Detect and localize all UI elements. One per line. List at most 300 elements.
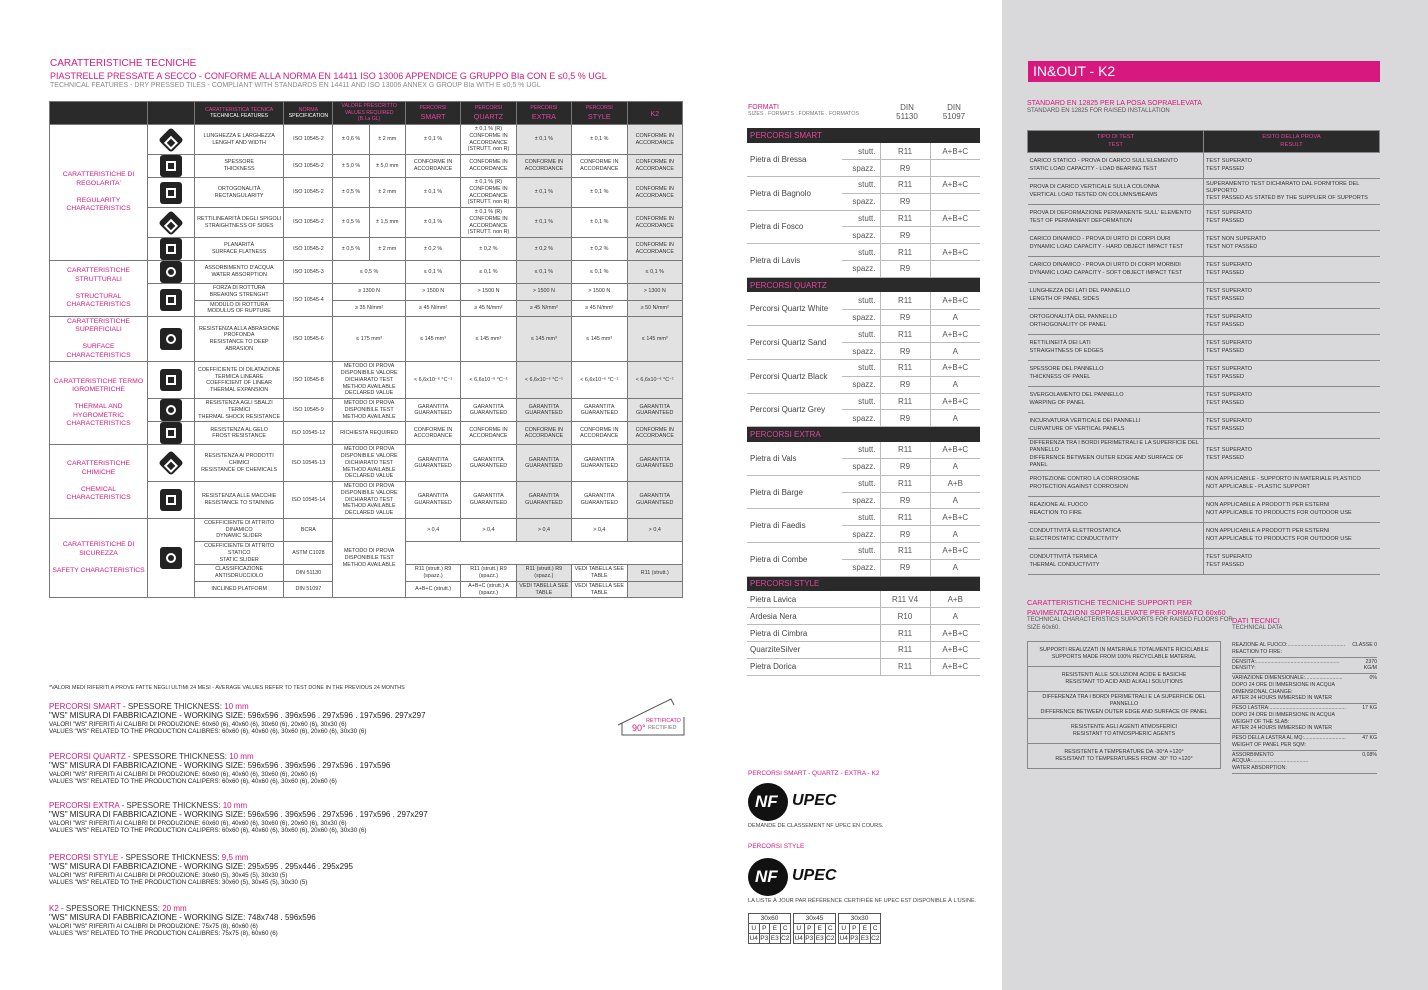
format-din2: A: [930, 410, 980, 427]
thickness-label: - SPESSORE THICKNESS:: [58, 904, 163, 913]
test-row: [1028, 153, 1380, 179]
test-result: TEST SUPERATO TEST PASSED: [1204, 205, 1380, 231]
value-cell: GARANTITA GUARANTEED: [627, 445, 683, 482]
value-cell: CONFORME IN ACCORDANCE: [627, 178, 683, 208]
required-cell: ≤ 0,5 %: [333, 261, 405, 284]
feature-name-en: RESISTANCE TO DEEP ABRASION: [209, 339, 269, 352]
table-row: [50, 317, 683, 362]
group-label: [50, 445, 148, 519]
value-cell: ≥ 45 N/mm²: [516, 300, 571, 317]
value-cell: CONFORME IN ACCORDANCE: [405, 155, 460, 178]
value-cell: ± 0,1 %: [405, 208, 460, 238]
format-din1: R11: [880, 210, 930, 227]
format-din2: A: [930, 376, 980, 393]
format-din1: R9: [880, 160, 930, 177]
data-key: VARIAZIONE DIMENSIONALE:.......................... DOPO 24 ORE DI IMMERSIONE IN ACQUA DIMENSIONAL CHANGE: AFTER 24 HOURS IMMERSED IN WATER: [1232, 674, 1351, 704]
cert-letter: P: [804, 924, 815, 934]
table-row: [50, 261, 683, 284]
format-din2: A+B+C: [930, 543, 980, 560]
test-result: TEST SUPERATO TEST PASSED: [1204, 257, 1380, 283]
feature-name: [194, 300, 284, 317]
group-label-en: STRUCTURAL CHARACTERISTICS: [66, 292, 131, 309]
feature-name-en: WATER ABSORPTION: [211, 272, 267, 278]
value-cell: ≤ 145 mm³: [572, 317, 627, 362]
cert-letter: P: [759, 924, 770, 934]
thickness-block: [49, 702, 609, 736]
feature-icon-cell: [148, 155, 195, 178]
value-cell: ≥ 45 N/mm²: [461, 300, 516, 317]
value-cell: CONFORME IN ACCORDANCE: [461, 422, 516, 445]
feature-name-en: RESISTANCE TO STAINING: [204, 500, 274, 507]
feature-icon: [160, 238, 182, 260]
thickness-block: [49, 801, 609, 835]
format-din1: R11 V4: [880, 591, 930, 608]
feature-name: [194, 482, 284, 519]
thickness-label: - SPESSORE THICKNESS:: [118, 853, 222, 862]
required-cell: ± 0,5 %: [333, 208, 369, 238]
format-din1: R11: [880, 509, 930, 526]
format-name: Pietra di Lavis: [747, 244, 842, 278]
th-c5: K2: [650, 108, 660, 118]
feature-name: [194, 208, 284, 238]
nf-upec-logo-2: [748, 858, 858, 896]
format-finish: spazz.: [842, 343, 880, 360]
value-cell: ± 0,1 %: [572, 178, 627, 208]
group-spacer: [51, 284, 146, 292]
test-result: TEST SUPERATO TEST PASSED: [1204, 413, 1380, 439]
value-cell: GARANTITA GUARANTEED: [405, 445, 460, 482]
format-din1: R11: [880, 393, 930, 410]
test-result: NON APPLICABILE A PRODOTTI PER ESTERNI NOT APPLICABLE TO PRODUCTS FOR OUTDOOR USE: [1204, 497, 1380, 523]
format-finish: spazz.: [842, 459, 880, 476]
format-row: [747, 642, 980, 659]
format-finish: spazz.: [842, 492, 880, 509]
value-cell: GARANTITA GUARANTEED: [516, 399, 571, 422]
format-din1: R10: [880, 608, 930, 625]
value-cell: GARANTITA GUARANTEED: [627, 482, 683, 519]
required-cell: ≥ 35 N/mm²: [333, 300, 405, 317]
calibres-it: VALORI "WS" RIFERITI AI CALIBRI DI PRODUZIONE: 75x75 (8), 60x60 (6): [49, 922, 258, 930]
calibres-it: VALORI "WS" RIFERITI AI CALIBRI DI PRODUZIONE: 60x60 (6), 40x60 (6), 30x60 (6), 20x60 (6), 30x30 (6): [49, 819, 347, 827]
format-row: [747, 244, 980, 261]
feature-name-it: RETTILINEARITÀ DEGLI SPIGOLI: [197, 215, 282, 222]
calibres-en: VALUES "WS" RELATED TO THE PRODUCTION CALIBRES: 75x75 (8), 60x60 (6): [49, 930, 278, 938]
feature-icon-glyph: [166, 161, 176, 171]
group-label-it: CARATTERISTICHE DI SICUREZZA: [62, 541, 135, 557]
thickness-heading: [49, 904, 609, 913]
test-row: [1028, 523, 1380, 549]
standard-subtitle: STANDARD EN 12825 FOR RAISED INSTALLATION: [1027, 108, 1170, 115]
feature-icon: [158, 210, 183, 235]
value-cell: ≤ 145 mm³: [516, 317, 571, 362]
test-result: NON APPLICABILE - SUPPORTO IN MATERIALE PLASTICO NOT APPLICABLE - PLASTIC SUPPORT: [1204, 471, 1380, 497]
format-row: [747, 591, 980, 608]
feature-name-en: SURFACE FLATNESS: [211, 249, 267, 255]
thickness-value: 10 mm: [229, 752, 254, 761]
feature-name: [194, 284, 284, 301]
data-value: 0,08%: [1351, 750, 1377, 773]
nf-logo-icon: [748, 783, 788, 821]
feature-name-it: ORTOGONALITÀ: [217, 185, 261, 192]
cert-value: C2: [871, 935, 880, 942]
feature-name-en: THICKNESS: [223, 166, 255, 172]
th-required-it: VALORE PRESCRITTO: [341, 103, 397, 110]
cert-value: U4: [839, 935, 848, 942]
din1-label: DIN 51130: [896, 103, 918, 121]
value-cell: ± 0,2 %: [405, 238, 460, 261]
test-result: TEST SUPERATO TEST PASSED: [1204, 387, 1380, 413]
value-cell: R11 (strutt.) R9 (spazz.): [516, 565, 571, 582]
thickness-value: 20 mm: [162, 904, 187, 913]
format-din2: [930, 160, 980, 177]
feature-name: [194, 178, 284, 208]
rectified-en: RECTIFIED: [648, 725, 677, 731]
format-finish: [842, 658, 880, 675]
required-cell: METODO DI PROVA DISPONIBILE VALORE DICHIARATO TEST METHOD AVAILABLE DECLARED VALUE: [333, 482, 405, 519]
required-cell: RICHIESTA REQUIRED: [333, 422, 405, 445]
brand-banner: IN&OUT - K2: [1028, 61, 1380, 82]
test-result: TEST SUPERATO TEST PASSED: [1204, 283, 1380, 309]
feature-name: [194, 565, 284, 582]
format-din2: A+B+C: [930, 509, 980, 526]
th-c4-top: PERCORSI: [585, 105, 613, 112]
feature-name-it: RESISTENZA ALLE MACCHIE: [202, 493, 277, 500]
format-finish: spazz.: [842, 376, 880, 393]
value-cell: ≤ 145 mm³: [627, 317, 683, 362]
value-cell: CONFORME IN ACCORDANCE: [516, 422, 571, 445]
format-group-title: PERCORSI SMART: [747, 128, 980, 143]
feature-name-it: COEFFICIENTE DI ATTRITO DINAMICO: [204, 519, 275, 533]
feature-icon-cell: [148, 399, 195, 422]
feature-name: [194, 518, 284, 541]
feature-icon-cell: [148, 208, 195, 238]
group-label: [50, 362, 148, 445]
value-cell: GARANTITA GUARANTEED: [461, 399, 516, 422]
format-din2: A: [930, 559, 980, 576]
cert-value: P3: [850, 935, 859, 942]
series-name: PERCORSI QUARTZ: [49, 752, 126, 761]
value-cell: ± 0,1 %: [572, 208, 627, 238]
data-value: 2370 KG/M: [1351, 657, 1377, 674]
formats-subtitle: SIZES . FORMATS . FORMATE . FORMATOS: [748, 111, 860, 117]
value-cell: VEDI TABELLA SEE TABLE: [572, 581, 627, 598]
value-cell: CONFORME IN ACCORDANCE: [461, 155, 516, 178]
norm-cell: ISO 10545-6: [284, 317, 333, 362]
format-din1: R11: [880, 177, 930, 194]
group-label: [50, 261, 148, 317]
series-name: PERCORSI STYLE: [49, 853, 119, 862]
value-cell: ≤ 0,1 %: [405, 261, 460, 284]
norm-cell: ISO 10545-2: [284, 238, 333, 261]
format-row: [747, 177, 980, 194]
value-cell: R11 (strutt.) R9 (spazz.): [461, 565, 516, 582]
value-cell: > 1500 N: [516, 284, 571, 301]
feature-name-it: CLASSIFICAZIONE ANTISDRUCCIOLO: [215, 566, 264, 580]
feature-icon: [160, 182, 182, 204]
thickness-heading: [49, 853, 609, 862]
cert-letter: P: [849, 924, 860, 934]
value-cell: CONFORME IN ACCORDANCE: [627, 422, 683, 445]
value-cell: GARANTITA GUARANTEED: [461, 482, 516, 519]
feature-icon-glyph: [166, 495, 176, 505]
page-subtitle: PIASTRELLE PRESSATE A SECCO - CONFORME ALLA NORMA EN 14411 ISO 13006 APPENDICE G GRUPPO BIa CON E ≤0,5 % UGL: [50, 70, 607, 81]
value-cell: ± 0,1 %: [405, 178, 460, 208]
th-c1-top: PERCORSI: [419, 105, 447, 112]
test-result: TEST SUPERATO TEST PASSED: [1204, 361, 1380, 387]
cert-value: U4: [749, 935, 758, 942]
required-cell: ± 2 mm: [369, 178, 405, 208]
format-row: [747, 292, 980, 309]
format-group-row: [747, 576, 980, 591]
value-cell: ± 0,1 %: [516, 178, 571, 208]
standard-tests-table: [1027, 130, 1380, 575]
working-size: "WS" MISURA DI FABBRICAZIONE - WORKING SIZE: 596x596 . 396x596 . 297x596 . 197x596: [49, 761, 391, 771]
cert-value-row: [794, 934, 836, 944]
test-type: SVERGOLAMENTO DEL PANNELLO WARPING OF PANEL: [1028, 387, 1204, 413]
feature-name: [194, 317, 284, 362]
format-din1: R11: [880, 442, 930, 459]
cert-value: E3: [860, 935, 869, 942]
cert-size-row: [749, 914, 791, 924]
group-label: [50, 518, 148, 598]
test-type: ORTOGONALITÀ DEL PANNELLO ORTHOGONALITY OF PANEL: [1028, 309, 1204, 335]
format-name: Pietra di Bressa: [747, 143, 842, 177]
nf-logo-icon: [748, 858, 788, 896]
technical-data-subtitle: TECHNICAL DATA: [1232, 625, 1283, 631]
feature-icon: [160, 399, 182, 421]
support-feature: SUPPORTI REALIZZATI IN MATERIALE TOTALMENTE RICICLABILE SUPPORTS MADE FROM 100% RECYCLABLE MATERIAL: [1028, 642, 1221, 667]
support-feature: DIFFERENZA TRA I BORDI PERIMETRALI E LA SUPERFICIE DEL PANNELLO DIFFERENCE BETWEEN OUTER EDGE AND SURFACE OF PANEL: [1028, 692, 1221, 719]
format-name: Pietra di Combe: [747, 543, 842, 577]
rectified-degree: 90°: [632, 723, 646, 733]
data-value: 47 KG: [1351, 734, 1377, 751]
value-cell: VEDI TABELLA SEE TABLE: [572, 565, 627, 582]
format-name: Pietra di Vals: [747, 442, 842, 476]
format-finish: stutt.: [842, 244, 880, 261]
format-name: Pietra di Bagnolo: [747, 177, 842, 211]
format-row: [747, 326, 980, 343]
format-din2: A+B+C: [930, 642, 980, 659]
format-din2: A: [930, 526, 980, 543]
value-cell: > 0,4: [405, 518, 460, 541]
format-finish: spazz.: [842, 261, 880, 278]
format-din2: A+B: [930, 591, 980, 608]
feature-name: [194, 445, 284, 482]
format-din2: A+B+C: [930, 393, 980, 410]
value-cell: < 6,6x10⁻⁶ °C⁻¹: [461, 362, 516, 399]
format-din1: R9: [880, 227, 930, 244]
test-type: REAZIONE AL FUOCO REACTION TO FIRE: [1028, 497, 1204, 523]
format-din2: A+B+C: [930, 210, 980, 227]
cert-title-1: PERCORSI SMART - QUARTZ - EXTRA - K2: [748, 770, 880, 777]
feature-name-en: LENGHT AND WIDTH: [212, 139, 266, 146]
format-row: [747, 543, 980, 560]
test-type: INCURVATURA VERTICALE DEI PANNELLI CURVATURE OF VERTICAL PANELS: [1028, 413, 1204, 439]
cert-value: P3: [805, 935, 814, 942]
format-din1: R11: [880, 625, 930, 642]
format-din2: A: [930, 492, 980, 509]
working-size: "WS" MISURA DI FABBRICAZIONE - WORKING SIZE: 748x748 . 596x596: [49, 913, 316, 923]
format-row: [747, 393, 980, 410]
value-cell: GARANTITA GUARANTEED: [461, 445, 516, 482]
calibres-en: VALUES "WS" RELATED TO THE PRODUCTION CALIPERS: 60x60 (6), 40x60 (6), 30x60 (6), 20x60 (6), 30x30 (6): [49, 827, 367, 835]
value-cell: ± 0,1 %: [516, 125, 571, 155]
format-din2: [930, 193, 980, 210]
format-din1: R9: [880, 193, 930, 210]
value-cell: GARANTITA GUARANTEED: [572, 399, 627, 422]
th-norm-en: SPECIFICATION: [288, 113, 329, 119]
nf-upec-logo-1: [748, 783, 858, 821]
value-cell: ± 0,2 %: [572, 238, 627, 261]
cert-value: E3: [770, 935, 779, 942]
format-group-row: [747, 128, 980, 143]
data-key: ASSORBIMENTO ACQUA:....................................... WATER ABSORPTION:: [1232, 750, 1351, 773]
format-name: Percorsi Quartz Sand: [747, 326, 842, 360]
format-din2: A+B+C: [930, 177, 980, 194]
feature-icon-glyph: [164, 459, 178, 473]
feature-name-it: RESISTENZA AL GELO: [210, 426, 268, 433]
norm-cell: ISO 10545-14: [284, 482, 333, 519]
feature-name-en: STATIC SLIDER: [219, 556, 259, 563]
feature-name-en: MODULUS OF RUPTURE: [207, 308, 271, 315]
nf-text: NF: [755, 792, 778, 811]
cert-value: E3: [815, 935, 824, 942]
cert-caption-1: DEMANDE DE CLASSEMENT NF UPEC EN COURS.: [748, 823, 884, 829]
thickness-value: 10 mm: [224, 702, 249, 711]
value-cell: ≤ 0,1 %: [572, 261, 627, 284]
feature-name-en: STRAIGHTNESS OF SIDES: [204, 222, 274, 229]
format-name: Pietra di Barge: [747, 475, 842, 509]
feature-icon: [160, 289, 182, 311]
format-finish: spazz.: [842, 410, 880, 427]
test-row: [1028, 439, 1380, 471]
format-row: [747, 658, 980, 675]
value-cell: > 1500 N: [405, 284, 460, 301]
format-din1: R9: [880, 343, 930, 360]
page-title: CARATTERISTICHE TECNICHE: [50, 58, 197, 69]
format-din1: R11: [880, 292, 930, 309]
table-header-row: [50, 102, 683, 125]
supports-header: [1027, 598, 1247, 633]
value-cell: A+B+C (strutt.) A (spazz.): [461, 581, 516, 598]
support-row: [1028, 692, 1221, 719]
cert-title-2: PERCORSI STYLE: [748, 843, 805, 850]
feature-name: [194, 155, 284, 178]
format-finish: spazz.: [842, 526, 880, 543]
feature-name-en: THERMAL SHOCK RESISTANCE: [198, 413, 281, 420]
rectified-badge: [616, 695, 686, 737]
format-din2: A: [930, 343, 980, 360]
format-finish: stutt.: [842, 543, 880, 560]
value-cell: > 1500 N: [461, 284, 516, 301]
feature-icon-cell: [148, 362, 195, 399]
feature-icon: [158, 451, 183, 476]
thickness-heading: [49, 801, 609, 810]
format-row: [747, 608, 980, 625]
calibres-en: VALUES "WS" RELATED TO THE PRODUCTION CALIBRES: 60x60 (6), 40x60 (6), 30x60 (6), 20x60 (6), 30x30 (6): [49, 728, 367, 736]
required-cell: ± 5,0 %: [333, 155, 369, 178]
test-row: [1028, 387, 1380, 413]
format-din1: R11: [880, 244, 930, 261]
format-finish: stutt.: [842, 509, 880, 526]
data-row: [1232, 641, 1377, 657]
format-din1: R9: [880, 559, 930, 576]
support-feature: RESISTENTE AGLI AGENTI ATMOSFERICI RESISTANT TO ATMOSPHERIC AGENTS: [1028, 718, 1221, 743]
series-name: PERCORSI EXTRA: [49, 801, 120, 810]
group-label-it: CARATTERISTICHE TERMO IGROMETRICHE: [53, 377, 144, 394]
th-c4: STYLE: [587, 111, 611, 121]
required-cell: METODO DI PROVA DISPONIBILE VALORE DICHIARATO TEST METHOD AVAILABLE DECLARED VALUE: [333, 445, 405, 482]
group-label-en: REGULARITY CHARACTERISTICS: [66, 196, 131, 213]
value-cell: CONFORME IN ACCORDANCE: [627, 238, 683, 261]
feature-icon: [160, 369, 182, 391]
feature-icon-glyph: [164, 218, 178, 232]
th-norm-it: NORMA: [298, 106, 319, 113]
rectified-it: RETTIFICATO: [646, 718, 681, 724]
format-finish: stutt.: [842, 143, 880, 160]
support-row: [1028, 642, 1221, 667]
test-result: TEST SUPERATO TEST PASSED: [1204, 309, 1380, 335]
cert-size-row: [839, 914, 881, 924]
group-label: [50, 317, 148, 362]
norm-cell: ISO 10545-2: [284, 155, 333, 178]
feature-name-en: DYNAMIC SLIDER: [216, 533, 263, 540]
format-group-title: PERCORSI EXTRA: [747, 427, 980, 442]
value-cell: GARANTITA GUARANTEED: [516, 482, 571, 519]
feature-icon: [158, 127, 183, 152]
norm-cell: ISO 10545-13: [284, 445, 333, 482]
format-finish: spazz.: [842, 193, 880, 210]
value-cell: VEDI TABELLA SEE TABLE: [516, 581, 571, 598]
format-name: Pietra di Fosco: [747, 210, 842, 244]
feature-icon-cell: [148, 445, 195, 482]
format-din1: R11: [880, 475, 930, 492]
feature-name-it: COEFFICIENTE DI DILATAZIONE TERMICA LINEARE: [197, 366, 281, 380]
value-cell: ≥ 50 N/mm²: [627, 300, 683, 317]
required-cell: METODO DI PROVA DISPONIBILE VALORE DICHIARATO TEST METHOD AVAILABLE DECLARED VALUE: [333, 362, 405, 399]
thickness-label: - SPESSORE THICKNESS:: [119, 801, 223, 810]
test-type: CARICO STATICO - PROVA DI CARICO SULL'ELEMENTO STATIC LOAD CAPACITY - LOAD BEARING TEST: [1028, 153, 1204, 179]
working-size: "WS" MISURA DI FABBRICAZIONE - WORKING SIZE: 596x596 . 396x596 . 297x596 . 197x596. 297x297: [49, 711, 426, 721]
format-din2: A+B+C: [930, 442, 980, 459]
th-c2: QUARTZ: [473, 111, 504, 121]
feature-icon-glyph: [166, 553, 176, 563]
test-result: TEST SUPERATO TEST PASSED: [1204, 335, 1380, 361]
feature-icon: [160, 328, 182, 350]
format-din2: A: [930, 309, 980, 326]
cert-letter-row: [839, 924, 881, 934]
data-row: [1232, 657, 1377, 674]
format-name: Ardesia Nera: [747, 608, 842, 625]
required-cell: ± 5,0 mm: [369, 155, 405, 178]
required-cell: ≤ 175 mm³: [333, 317, 405, 362]
cert-letter: U: [839, 924, 850, 934]
format-name: Pietra Dorica: [747, 658, 842, 675]
supports-table: [1027, 641, 1221, 769]
feature-name: [194, 542, 284, 565]
test-type: PROTEZIONE CONTRO LA CORROSIONE PROTECTION AGAINST CORROSION: [1028, 471, 1204, 497]
feature-icon: [160, 422, 182, 444]
format-finish: stutt.: [842, 442, 880, 459]
feature-icon-glyph: [166, 405, 176, 415]
test-row: [1028, 497, 1380, 523]
working-size: "WS" MISURA DI FABBRICAZIONE - WORKING SIZE: 596x596 . 396x596 . 297x596 . 197x596 . 297x297: [49, 810, 428, 820]
working-size: "WS" MISURA DI FABBRICAZIONE - WORKING SIZE: 295x595 . 295x446 . 295x295: [49, 862, 354, 872]
format-group-row: [747, 427, 980, 442]
table-row: [50, 362, 683, 399]
value-cell: > 1300 N: [627, 284, 683, 301]
th-c3: EXTRA: [531, 111, 556, 121]
